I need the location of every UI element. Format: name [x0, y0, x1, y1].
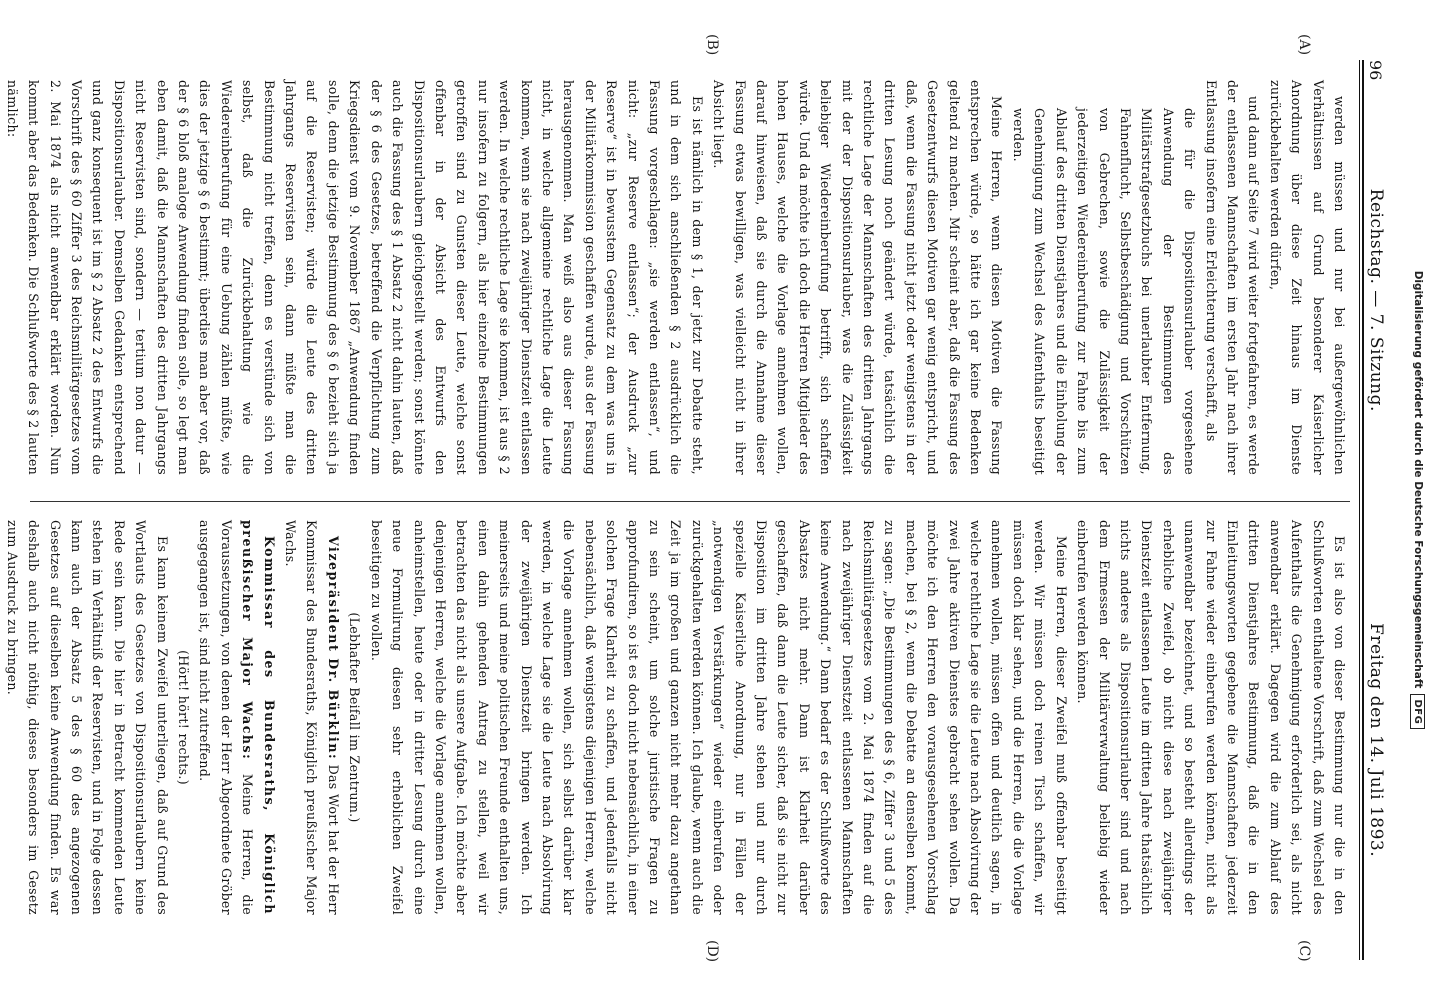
right-column-paragraph [173, 520, 194, 915]
margin-mark-b: (B) [704, 34, 720, 56]
right-column-paragraph [194, 520, 280, 915]
margin-mark-a: (A) [1296, 34, 1312, 56]
paragraph-text: Meine Herren, dieser Zweifel muß offenbar beseitigt werden. Wir müssen doch reinen Tisch schaffen, wir müssen doch klar sehen, und die Herren, die die Vorlage annehmen wollen, müssen offen und deutlich sagen, in welche rechtliche Lage sie die Leute nach Absolvirung der zwei Jahre aktiven Dienstes gebracht sehen wollen. Da möchte ich den Herren den vorausgesehenen Vorschlag machen, bei § 2, wenn die Debatte an denselben kommt, zu sagen: „Die Bestimmungen des § 6, Ziffer 3 und 5 des Reichsmilitärgesetzes vom 2. Mai 1874 finden auf die nach zweijähriger Dienstzeit entlassenen Mannschaften keine Anwendung.“ Dann bedarf es der Schlußworte des Absatzes nicht mehr. Dann ist Klarheit darüber geschaffen, daß dann die Leute sicher, daß sie nicht zur Disposition im dritten Jahre stehen und nur durch spezielle Kaiserliche Anordnung, nur in Fällen der „notwendigen Verstärkungen“ wieder einberufen oder zurückgehalten werden können. Ich glaube, wenn auch die Zeit ja im großen und ganzen nicht mehr dazu angethan zu sein scheint, um solche juristische Fragen zu approfundiren, so ist es doch nicht nebensächlich, in einer solchen Frage Klarheit zu schaffen, und jedenfalls nicht nebensächlich, daß wenigstens diejenigen Herren, welche die Vorlage annehmen wollen, sich selbst darüber klar werden, in welche Lage sie die Leute nach Absolvirung der zweijährigen Dienstzeit bringen werden. Ich meinerseits und meine politischen Freunde enthalten uns, einen dahin gehenden Antrag zu stellen, weil wir betrachten das nicht als unsere Aufgabe. Ich möchte aber denjenigen Herren, welche die Vorlage annehmen wollen, anheimstellen, heute oder in dritter Lesung durch eine neue Formulirung diesen sehr erheblichen Zweifel beseitigen zu wollen. [368, 520, 1069, 915]
left-column-paragraph [1200, 80, 1264, 475]
paragraph-text: werden müssen und nur bei außergewöhnlichen Verhältnissen auf Grund besonderer Kaiserlicher Anordnung über diese Zeit hinaus im Dienste zurückbehalten werden dürfen, [1267, 80, 1347, 475]
left-column-paragraph [708, 80, 1008, 475]
dfg-logo: DFG [1411, 694, 1426, 729]
header-rule-thin [1359, 60, 1360, 960]
speaker-name: Kommissar des Bundesraths, Königlich preußischer Major Wachs: [240, 520, 277, 915]
column-divider [30, 501, 1350, 502]
page-number: 96 [1366, 60, 1385, 81]
funding-notice: Digitalisierung gefördert durch die Deutsche Forschungsgemeinschaft [1412, 270, 1424, 689]
header-date: Freitag den 14. Juli 1893. [1366, 623, 1386, 858]
left-column-paragraph [0, 80, 1, 475]
right-column-paragraph [280, 520, 344, 915]
paragraph-text: Meine Herren, die Voraussetzungen, von denen der Herr Abgeordnete Gröber ausgegangen ist, sind nicht zutreffend. [197, 520, 256, 915]
running-header [1366, 60, 1392, 960]
margin-mark-c: (C) [1296, 940, 1312, 962]
left-column-paragraph [1, 80, 707, 475]
paragraph-text: Meine Herren, wenn diesen Motiven die Fassung entsprechen würde, so hätte ich gar keine Bedenken geltend zu machen. Mir scheint aber, daß die Fassung des Gesetzentwurfs diesen Motiven gar wenig entspricht, und daß, wenn die Fassung nicht jetzt oder wenigstens in der dritten Lesung noch geändert würde, tatsächlich die rechtliche Lage der Mannschaften des dritten Jahrgangs mit der der Dispositionsurlauber, was die Zulässigkeit beliebiger Wiedereinberufung betrifft, sich schaffen würde. Und da möchte ich doch die Herren Mitglieder des hohen Hauses, welche die Vorlage annehmen wollen, darauf hinweisen, daß sie durch die Annahme dieser Fassung etwas bewilligen, was vielleicht nicht in ihrer Absicht liegt. [711, 80, 1005, 475]
right-column [4, 520, 1350, 915]
paragraph-text: Es ist also von dieser Bestimmung nur die in den Schlußworten enthaltene Vorschrift, daß zum Wechsel des Aufenthalts die Genehmigung erforderlich sei, als nicht anwendbar erklärt. Dagegen wird die zum Ablauf des dritten Dienstjahres Bestimmung, daß die in den Einleitungsworten gegebene die Mannschaften jederzeit zur Fahne wieder einberufen werden können, nicht als unanwendbar bezeichnet, und so besteht allerdings der erhebliche Zweifel, ob nicht diese nach zweijähriger Dienstzeit entlassenen Leute im dritten Jahre thatsächlich nichts anderes als Dispositionsurlauber sind und nach dem Ermessen der Militärverwaltung beliebig wieder einberufen werden können. [1075, 520, 1347, 915]
paragraph-text: Es ist nämlich in dem § 1, der jetzt zur Debatte steht, und in dem sich anschließenden § 2 ausdrücklich die Fassung vorgeschlagen: „sie werden entlassen“, und nicht: „zur Reserve entlassen“; der Ausdruck „zur Reserve“ ist in bewusstem Gegensatz zu dem was uns in der Militärkommission geschaffen wurde, aus der Fassung herausgenommen. Man weiß also aus dieser Fassung nicht, in welche allgemeine rechtliche Lage die Leute kommen, wenn sie nach zweijähriger Dienstzeit entlassen werden. In welche rechtliche Lage sie kommen, ist aus § 2 nur insofern zu folgern, als hier einzelne Bestimmungen getroffen sind zu Gunsten dieser Leute, welche sonst offenbar in der Absicht des Entwurfs den Dispositionsurlaubern gleichgestellt werden; sonst könnte auch die Fassung des § 1 Absatz 2 nicht dahin lauten, daß der § 6 des Gesetzes, betreffend die Verpflichtung zum Kriegsdienst vom 9. November 1867 „Anwendung finden solle, denn die jetzige Bestimmung des § 6 bezieht sich ja auf die Reservisten; würde die Leute des dritten Jahrgangs Reservisten sein, dann müßte man die Bestimmung nicht treffen, denn es verstünde sich von selbst, daß die Zurückbehaltung wie die Wiedereinberufung für eine Uebung zählen müßte, wie dies der jetzige § 6 bestimmt; überdies man aber vor, daß der § 6 bloß analoge Anwendung finden solle, so legt man eben damit, daß die Mannschaften des dritten Jahrgangs nicht Reservisten sind, sondern — tertium non datur — Dispositionsurlauber. Demselben Gedanken entsprechend und ganz konsequent ist im § 2 Absatz 2 des Entwurfs die Vorschrift des § 60 Ziffer 3 des Reichsmilitärgesetzes vom 2. Mai 1874 als nicht anwendbar erklärt worden. Nun kommt aber das Bedenken. Die Schlußworte des § 2 lauten nämlich: [4, 80, 705, 475]
right-column-paragraph [344, 520, 365, 915]
left-column-paragraph [1264, 80, 1350, 475]
paragraph-text: (Lebhafter Beifall im Zentrum.) [347, 612, 363, 823]
paragraph-text: Das Wort hat der Herr Kommissar des Bundesraths, Königlich preußischer Major Wachs. [283, 520, 341, 915]
speaker-name: Vizepräsident Dr. Bürklin: [325, 536, 341, 761]
right-column-paragraph [1, 520, 172, 915]
paragraph-text: die für die Dispositionsurlauber vorgesehene Anwendung der Bestimmungen des Militärstrafgesetzbuchs bei unerlaubter Entfernung, Fahnenflucht, Selbstbeschädigung und Vorschützen von Gebrechen, sowie die Zulässigkeit der jederzeitigen Wiedereinberufung zur Fahne bis zum Ablauf des dritten Dienstjahres und die Einholung der Genehmigung zum Wechsel des Aufenthalts beseitigt werden. [1010, 108, 1198, 475]
right-column-paragraph [1072, 520, 1350, 915]
digitization-sidebar [1404, 0, 1432, 1000]
paragraph-text: und dann auf Seite 7 wird weiter fortgefahren, es werde der entlassenen Mannschaften im ersten Jahr nach ihrer Entlassung insofern eine Erleichterung verschafft, als [1203, 80, 1262, 475]
left-column [4, 80, 1350, 475]
left-column-paragraph [1008, 80, 1201, 475]
header-rule [1362, 60, 1364, 960]
margin-mark-d: (D) [704, 940, 720, 963]
header-session: Reichstag. — 7. Sitzung. [1366, 188, 1386, 412]
paragraph-text: Es kann keinem Zweifel unterliegen, daß auf Grund des Wortlauts des Gesetzes von Dispositionsurlaubern keine Rede sein kann. Die hier in Betracht kommenden Leute stehen im Verhältniß der Reservisten, und in Folge dessen kann auch der Absatz 5 des § 60 des angezogenen Gesetzes auf dieselben keine Anwendung finden. Es war deshalb auch nicht nöthig, dieses besonders im Gesetz zum Ausdruck zu bringen. [4, 520, 170, 915]
paragraph-text: (Hört! hört! rechts.) [176, 650, 192, 785]
right-column-paragraph [365, 520, 1071, 915]
